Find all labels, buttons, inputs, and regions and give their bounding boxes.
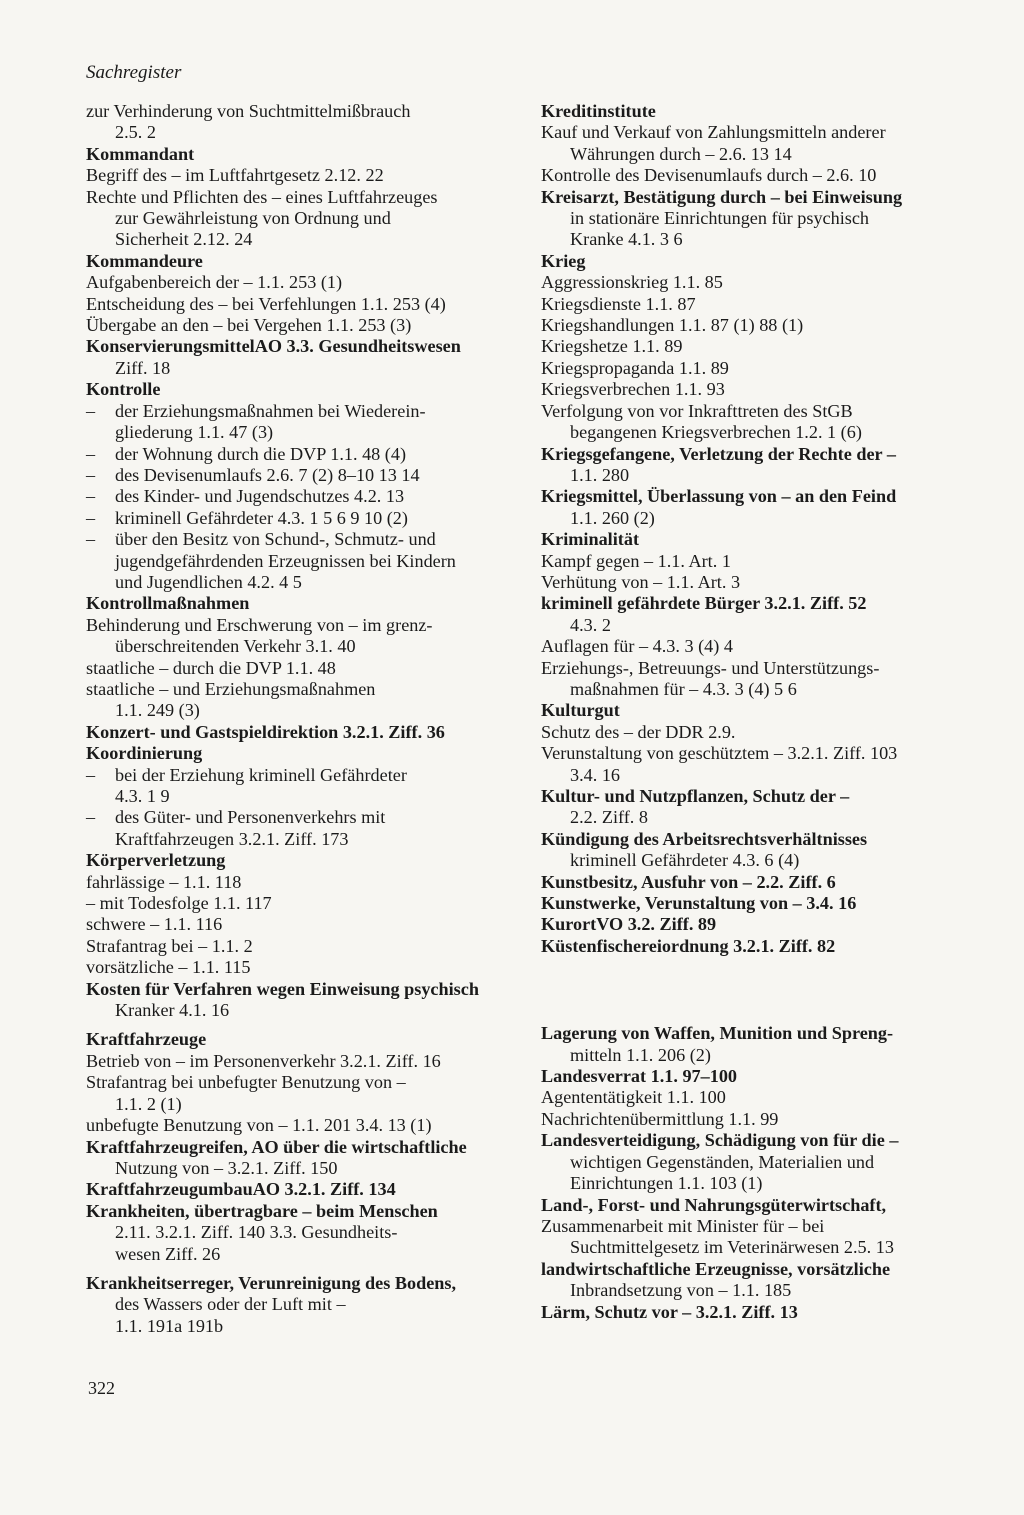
index-subline: Sicherheit 2.12. 24 (115, 229, 253, 250)
index-line: Kriegshandlungen 1.1. 87 (1) 88 (1) (541, 315, 804, 336)
index-line: Verhütung von – 1.1. Art. 3 (541, 571, 741, 592)
index-subline: 2.11. 3.2.1. Ziff. 140 3.3. Gesundheits- (115, 1222, 398, 1243)
index-line: Begriff des – im Luftfahrtgesetz 2.12. 22 (86, 165, 384, 186)
index-keyword: Landesverrat 1.1. 97–100 (541, 1066, 738, 1087)
index-keyword: Kreisarzt, Bestätigung durch – bei Einweisung (541, 186, 903, 207)
index-line: zur Verhinderung von Suchtmittelmißbrauch (86, 101, 411, 121)
index-subline: Inbrandsetzung von – 1.1. 185 (570, 1280, 792, 1301)
index-keyword: Körperverletzung (86, 850, 226, 871)
index-subline: des Wassers oder der Luft mit – (115, 1294, 346, 1315)
index-subline: 1.1. 249 (3) (115, 700, 200, 721)
index-subline: begangenen Kriegsverbrechen 1.2. 1 (6) (570, 422, 862, 443)
page-number: 322 (88, 1378, 115, 1398)
index-line: schwere – 1.1. 116 (86, 914, 223, 935)
index-line: Behinderung und Erschwerung von – im grenz- (86, 614, 433, 635)
index-line: Entscheidung des – bei Verfehlungen 1.1. 253 (4) (86, 293, 446, 314)
index-dash-item: – kriminell Gefährdeter 4.3. 1 5 6 9 10 (2) (86, 508, 526, 529)
index-line: Erziehungs-, Betreuungs- und Unterstützungs- (541, 657, 880, 678)
index-subline: Ziff. 18 (115, 357, 171, 378)
index-dash-continuation: und Jugendlichen 4.2. 4 5 (115, 571, 302, 592)
index-dash-item: – des Güter- und Personenverkehrs mit (86, 807, 526, 828)
index-keyword: Krankheitserreger, Verunreinigung des Bodens, (86, 1272, 457, 1293)
index-line: Kauf und Verkauf von Zahlungsmitteln anderer (541, 122, 886, 143)
index-keyword: KurortVO 3.2. Ziff. 89 (541, 914, 717, 935)
index-keyword: Kraftfahrzeuge (86, 1029, 207, 1050)
index-subline: 1.1. 2 (1) (115, 1093, 182, 1114)
index-subline: 4.3. 2 (570, 614, 611, 635)
running-header: Sachregister (86, 62, 182, 83)
left-index-column (86, 101, 526, 1337)
index-keyword: landwirtschaftliche Erzeugnisse, vorsätzliche (541, 1258, 891, 1279)
index-keyword: Kontrollmaßnahmen (86, 593, 250, 614)
index-keyword: Lagerung von Waffen, Munition und Spreng- (541, 1023, 894, 1044)
index-keyword: Krankheiten, übertragbare – beim Menschen (86, 1200, 438, 1221)
index-dash-item: – der Erziehungsmaßnahmen bei Wiederein- (86, 401, 526, 422)
index-keyword: Kunstwerke, Verunstaltung von – 3.4. 16 (541, 893, 857, 914)
index-line: Schutz des – der DDR 2.9. (541, 721, 736, 742)
index-line: Betrieb von – im Personenverkehr 3.2.1. Ziff. 16 (86, 1050, 441, 1071)
index-line: Übergabe an den – bei Vergehen 1.1. 253 (3) (86, 315, 412, 336)
index-keyword: Kriegsmittel, Überlassung von – an den Feind (541, 486, 897, 507)
index-line: unbefugte Benutzung von – 1.1. 201 3.4. 13 (1) (86, 1115, 432, 1136)
index-line: Verunstaltung von geschütztem – 3.2.1. Ziff. 103 (541, 743, 898, 764)
index-subline: überschreitenden Verkehr 3.1. 40 (115, 636, 356, 657)
index-keyword: Kontrolle (86, 379, 161, 400)
index-line: staatliche – durch die DVP 1.1. 48 (86, 657, 336, 678)
index-keyword: Lärm, Schutz vor – 3.2.1. Ziff. 13 (541, 1301, 798, 1322)
index-line: vorsätzliche – 1.1. 115 (86, 957, 251, 978)
index-line: fahrlässige – 1.1. 118 (86, 871, 242, 892)
index-subline: wesen Ziff. 26 (115, 1243, 221, 1264)
index-line: Nachrichtenübermittlung 1.1. 99 (541, 1108, 779, 1129)
index-line: Strafantrag bei unbefugter Benutzung von – (86, 1072, 406, 1093)
index-keyword: Kosten für Verfahren wegen Einweisung psychisch (86, 978, 479, 999)
index-subline: kriminell Gefährdeter 4.3. 6 (4) (570, 850, 800, 871)
index-subline: 3.4. 16 (570, 764, 621, 785)
index-keyword: Kultur- und Nutzpflanzen, Schutz der – (541, 786, 850, 806)
index-keyword: Kraftfahrzeugreifen, AO über die wirtschaftliche (86, 1136, 467, 1157)
index-keyword: Krieg (541, 250, 586, 271)
index-keyword: Küstenfischereiordnung 3.2.1. Ziff. 82 (541, 935, 836, 956)
index-line: Strafantrag bei – 1.1. 2 (86, 935, 253, 956)
index-line: Kontrolle des Devisenumlaufs durch – 2.6. 10 (541, 165, 877, 186)
index-keyword: Kreditinstitute (541, 101, 656, 121)
index-keyword: KraftfahrzeugumbauAO 3.2.1. Ziff. 134 (86, 1179, 396, 1200)
index-dash-continuation: 4.3. 1 9 (115, 786, 170, 806)
index-keyword: Koordinierung (86, 743, 203, 764)
index-line: Kampf gegen – 1.1. Art. 1 (541, 550, 731, 571)
column-gap (541, 957, 981, 1023)
index-subline: maßnahmen für – 4.3. 3 (4) 5 6 (570, 678, 797, 699)
index-keyword: KonservierungsmittelAO 3.3. Gesundheitswesen (86, 336, 461, 357)
right-index-column (541, 101, 981, 1323)
index-subline: Kranke 4.1. 3 6 (570, 229, 683, 250)
index-keyword: Kriminalität (541, 529, 639, 550)
index-keyword: Kulturgut (541, 700, 620, 721)
index-line: Kriegshetze 1.1. 89 (541, 336, 683, 357)
entry-spacer (86, 1021, 526, 1029)
index-keyword: Landesverteidigung, Schädigung von für die – (541, 1130, 899, 1151)
index-line: – mit Todesfolge 1.1. 117 (86, 893, 272, 914)
index-subline: mitteln 1.1. 206 (2) (570, 1044, 711, 1065)
index-subline: Kranker 4.1. 16 (115, 1000, 230, 1021)
index-subline: Einrichtungen 1.1. 103 (1) (570, 1173, 763, 1194)
index-dash-item: – der Wohnung durch die DVP 1.1. 48 (4) (86, 444, 526, 465)
index-line: Kriegspropaganda 1.1. 89 (541, 357, 729, 378)
index-dash-continuation: jugendgefährdenden Erzeugnissen bei Kindern (115, 550, 456, 571)
index-subline: 2.5. 2 (115, 122, 156, 143)
index-dash-item: – des Kinder- und Jugendschutzes 4.2. 13 (86, 486, 526, 507)
index-keyword: Kriegsgefangene, Verletzung der Rechte der – (541, 443, 896, 464)
index-keyword: Konzert- und Gastspieldirektion 3.2.1. Ziff. 36 (86, 721, 445, 742)
index-subline: 1.1. 191a 191b (115, 1315, 224, 1336)
index-subline: zur Gewährleistung von Ordnung und (115, 208, 391, 229)
index-line: staatliche – und Erziehungsmaßnahmen (86, 678, 376, 699)
index-dash-continuation: gliederung 1.1. 47 (3) (115, 422, 274, 443)
index-subline: Suchtmittelgesetz im Veterinärwesen 2.5. 13 (570, 1237, 894, 1258)
index-subline: Nutzung von – 3.2.1. Ziff. 150 (115, 1157, 338, 1178)
index-keyword: Kündigung des Arbeitsrechtsverhältnisses (541, 828, 868, 849)
index-subline: wichtigen Gegenständen, Materialien und (570, 1151, 875, 1172)
entry-spacer (86, 1265, 526, 1273)
index-dash-item: – des Devisenumlaufs 2.6. 7 (2) 8–10 13 14 (86, 465, 526, 486)
index-dash-continuation: Kraftfahrzeugen 3.2.1. Ziff. 173 (115, 828, 349, 849)
index-line: Agententätigkeit 1.1. 100 (541, 1087, 726, 1108)
index-subline: 1.1. 260 (2) (570, 507, 655, 528)
index-keyword: Land-, Forst- und Nahrungsgüterwirtschaft, (541, 1194, 887, 1215)
index-subline: 2.2. Ziff. 8 (570, 807, 648, 828)
index-subline: Währungen durch – 2.6. 13 14 (570, 143, 792, 164)
index-dash-item: – über den Besitz von Schund-, Schmutz- und (86, 529, 526, 550)
index-line: Auflagen für – 4.3. 3 (4) 4 (541, 636, 733, 657)
index-line: Kriegsverbrechen 1.1. 93 (541, 379, 725, 400)
index-keyword: kriminell gefährdete Bürger 3.2.1. Ziff. 52 (541, 593, 867, 614)
index-keyword: Kommandeure (86, 250, 203, 271)
index-subline: in stationäre Einrichtungen für psychisch (570, 208, 870, 229)
index-dash-item: – bei der Erziehung kriminell Gefährdeter (86, 765, 526, 786)
index-keyword: Kommandant (86, 143, 195, 164)
index-line: Aggressionskrieg 1.1. 85 (541, 272, 723, 293)
index-line: Rechte und Pflichten des – eines Luftfahrzeuges (86, 186, 438, 207)
index-subline: 1.1. 280 (570, 464, 630, 485)
index-line: Aufgabenbereich der – 1.1. 253 (1) (86, 272, 343, 293)
index-line: Kriegsdienste 1.1. 87 (541, 293, 696, 314)
index-line: Zusammenarbeit mit Minister für – bei (541, 1215, 825, 1236)
index-line: Verfolgung von vor Inkrafttreten des StGB (541, 400, 853, 421)
index-keyword: Kunstbesitz, Ausfuhr von – 2.2. Ziff. 6 (541, 871, 836, 892)
